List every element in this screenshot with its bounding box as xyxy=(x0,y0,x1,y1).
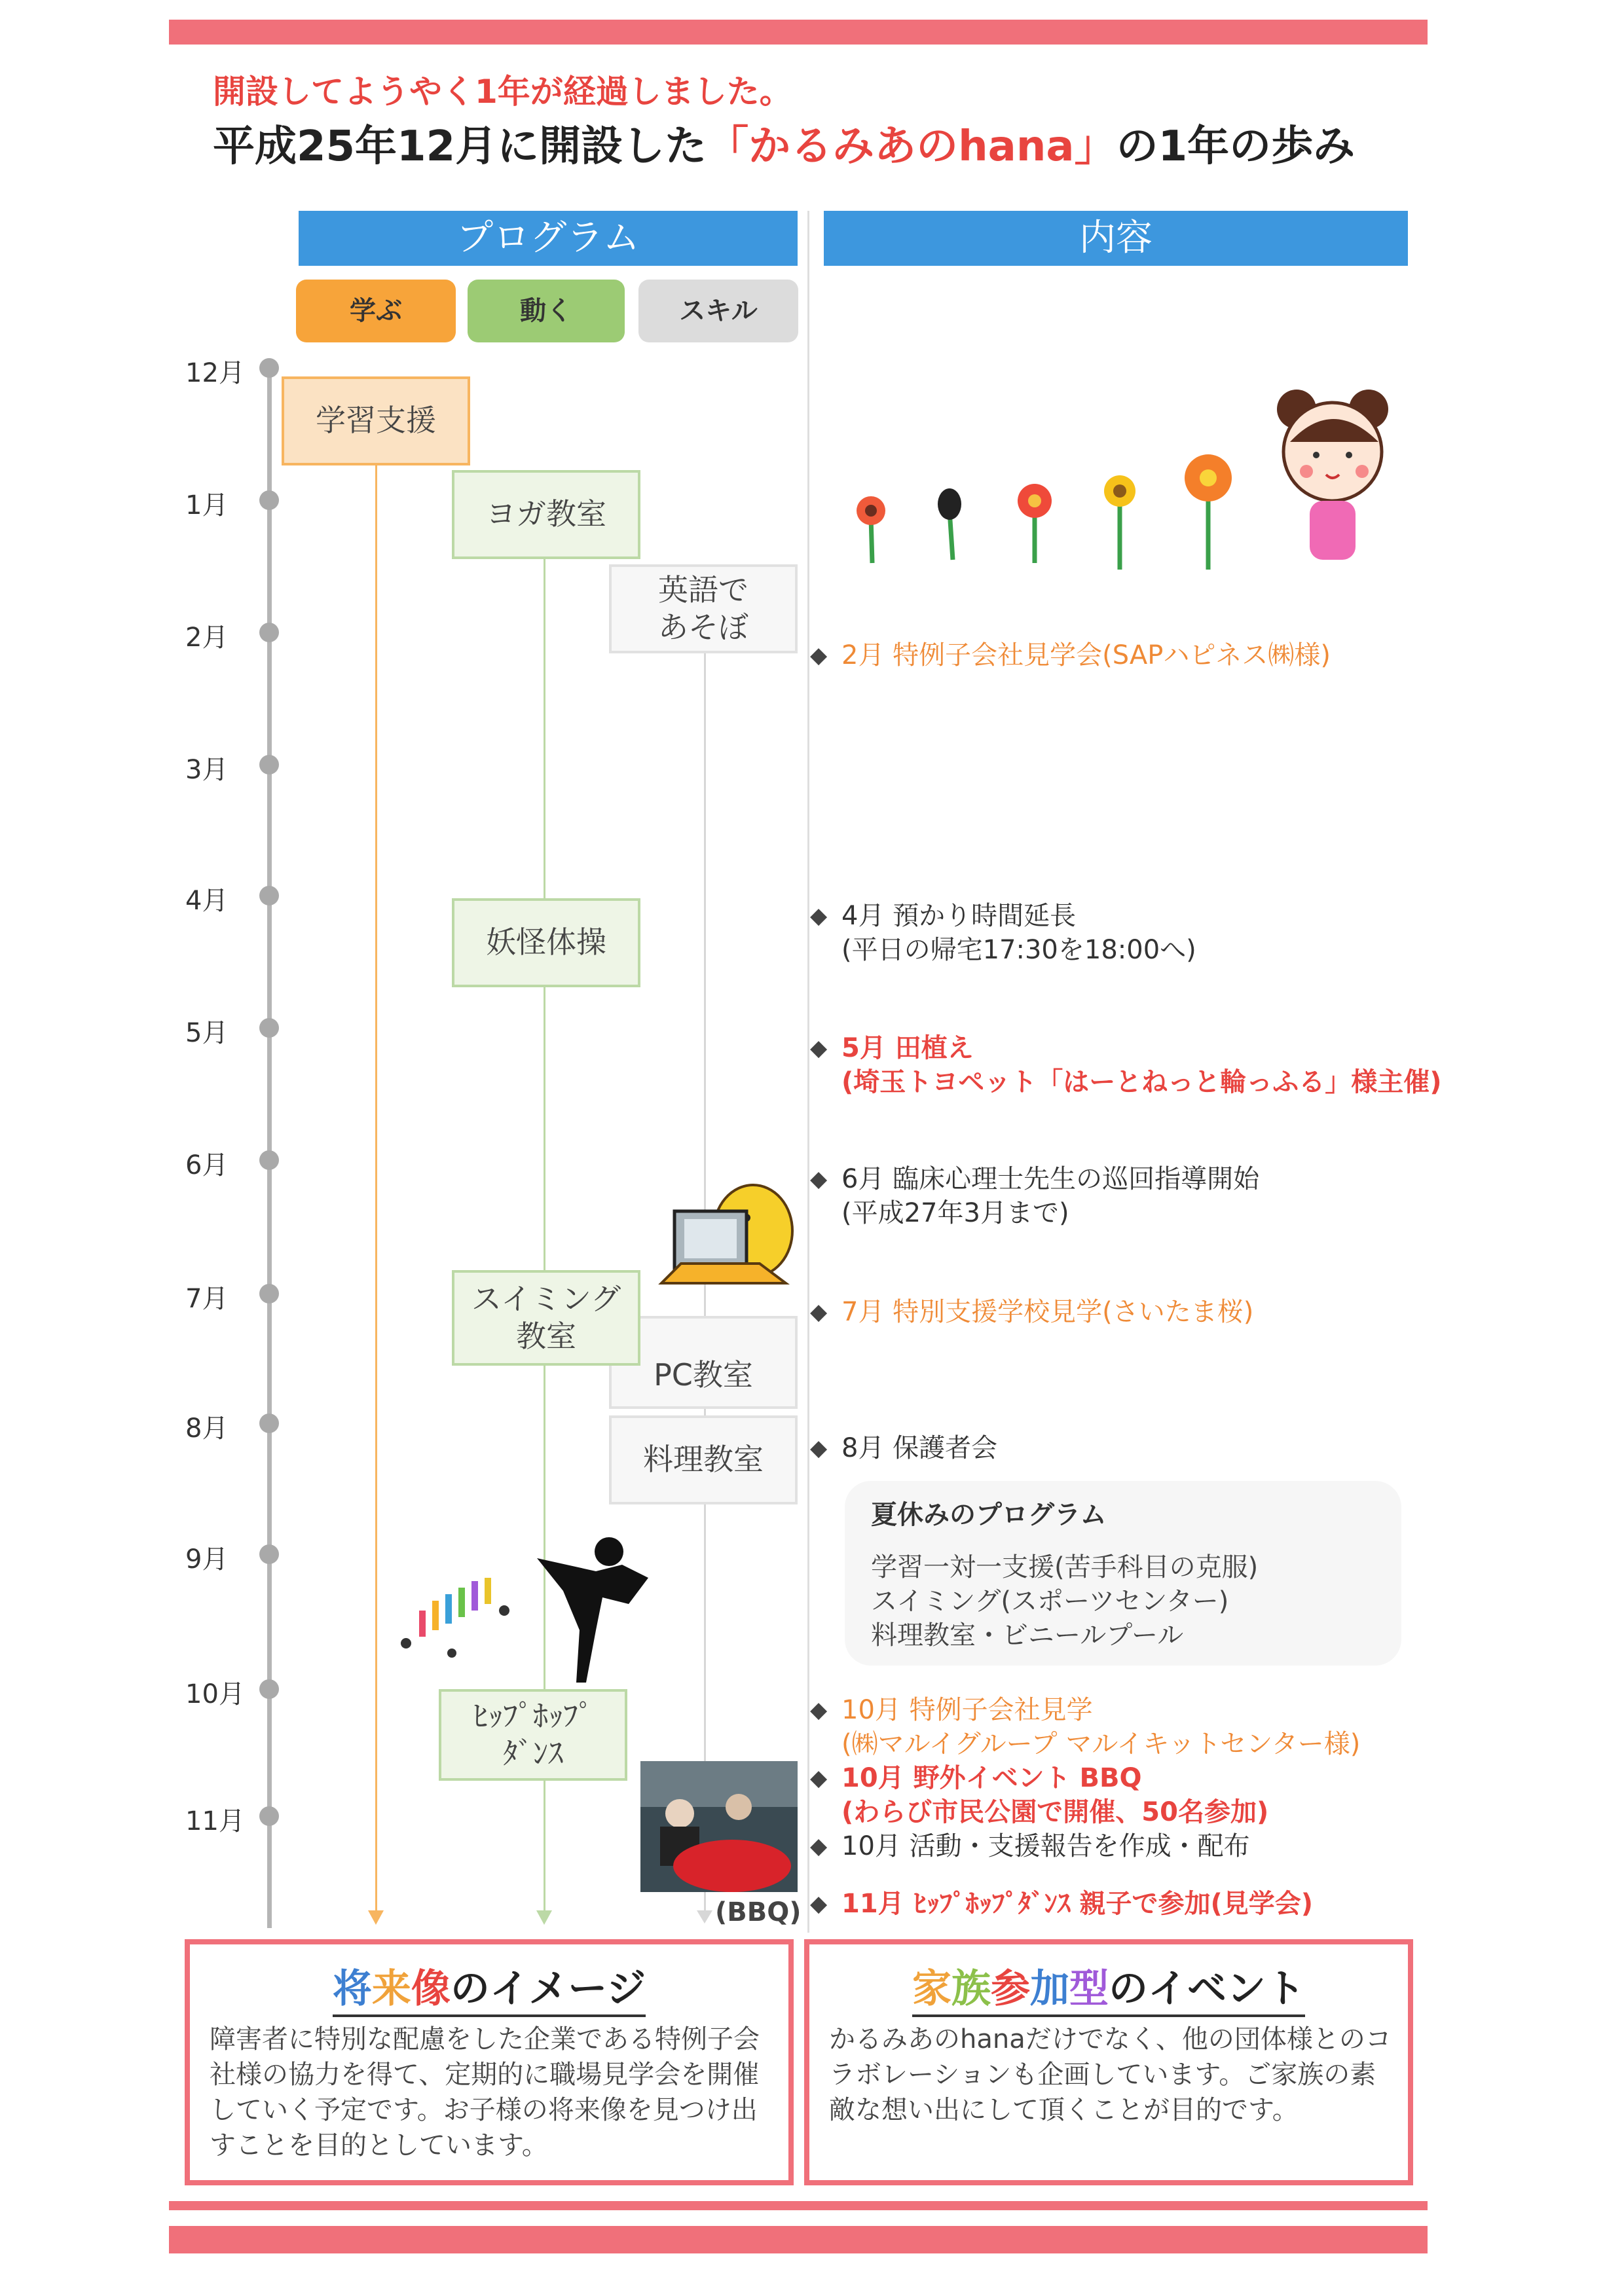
program-label: PC教室 xyxy=(654,1357,753,1393)
program-cooking xyxy=(609,1415,798,1504)
program-hiphop xyxy=(439,1689,627,1781)
bottom-frame-bar-thin xyxy=(169,2201,1428,2210)
month-label: 7月 xyxy=(185,1284,229,1314)
timeline-dot xyxy=(259,358,279,378)
diamond-bullet-icon: ◆ xyxy=(810,642,828,668)
event-apr-extension-detail xyxy=(841,933,1196,967)
timeline-dot xyxy=(259,1806,279,1826)
event-text: (㈱マルイグループ マルイキットセンター様) xyxy=(841,1729,1361,1759)
event-oct-company-visit xyxy=(810,1693,1093,1727)
diamond-bullet-icon: ◆ xyxy=(810,1435,828,1461)
event-text: (平日の帰宅17:30を18:00へ) xyxy=(841,935,1196,965)
music-notes-illustration xyxy=(393,1571,524,1663)
bbq-label: (BBQ) xyxy=(715,1897,802,1927)
girl-illustration xyxy=(1270,383,1401,573)
category-skill: スキル xyxy=(638,280,798,342)
title-char: 参 xyxy=(991,1966,1030,2012)
timeline-dot xyxy=(259,1413,279,1433)
program-english xyxy=(609,564,798,653)
diamond-bullet-icon: ◆ xyxy=(810,1891,828,1917)
skill-track-arrow xyxy=(697,1910,712,1923)
event-text: 10月 活動・支援報告を作成・配布 xyxy=(841,1831,1250,1861)
diamond-bullet-icon: ◆ xyxy=(810,1697,828,1723)
title-char: 加 xyxy=(1030,1966,1069,2012)
timeline-dot xyxy=(259,886,279,905)
subtitle: 開設してようやく1年が経過しました。 xyxy=(213,73,792,111)
event-jun-psychologist-detail xyxy=(841,1196,1069,1230)
program-label: 妖怪体操 xyxy=(486,924,606,960)
title-pre: 平成25年12月に開設した xyxy=(213,122,707,171)
program-label: 英語で xyxy=(658,572,748,608)
event-text: 5月 田植え xyxy=(841,1033,974,1063)
page-title xyxy=(213,113,1355,173)
month-label: 10月 xyxy=(185,1679,245,1709)
event-jul-school-visit xyxy=(810,1295,1254,1329)
bbq-photo xyxy=(640,1761,798,1892)
month-label: 5月 xyxy=(185,1018,229,1048)
family-event-box xyxy=(804,1939,1413,2185)
event-text: 7月 特別支援学校見学(さいたま桜) xyxy=(841,1297,1254,1327)
chick-computer-illustration xyxy=(648,1178,805,1303)
summer-program-item: 料理教室・ビニールプール xyxy=(871,1620,1184,1650)
summer-program-item: 学習一対一支援(苦手科目の克服) xyxy=(871,1552,1259,1582)
event-nov-hiphop xyxy=(810,1887,1314,1921)
event-may-rice-planting-detail xyxy=(841,1065,1442,1099)
diamond-bullet-icon: ◆ xyxy=(810,1765,828,1791)
summer-program-title: 夏休みのプログラム xyxy=(871,1500,1107,1530)
event-text: (埼玉トヨペット「はーとねっと輪っふる」様主催) xyxy=(841,1067,1442,1097)
event-text: 2月 特例子会社見学会(SAPハピネス㈱様) xyxy=(841,640,1331,670)
bottom-frame-bar xyxy=(169,2226,1428,2253)
diamond-bullet-icon: ◆ xyxy=(810,1833,828,1859)
family-event-title xyxy=(809,1958,1408,2014)
content-column-header: 内容 xyxy=(824,211,1408,266)
timeline-dot xyxy=(259,1679,279,1699)
timeline-dot xyxy=(259,1018,279,1038)
title-char: 将 xyxy=(332,1966,372,2012)
event-oct-company-visit-detail xyxy=(841,1727,1360,1761)
event-apr-extension xyxy=(810,899,1077,933)
event-text: (わらび市民公園で開催、50名参加) xyxy=(841,1797,1269,1827)
program-yoga xyxy=(452,470,640,559)
timeline-dot xyxy=(259,490,279,510)
program-label: ﾋｯﾌﾟﾎｯﾌﾟ xyxy=(473,1698,593,1734)
future-image-box xyxy=(185,1939,794,2185)
event-oct-bbq xyxy=(810,1761,1142,1795)
timeline-dot xyxy=(259,1284,279,1303)
program-label: ヨガ教室 xyxy=(486,496,606,532)
event-feb-visit xyxy=(810,638,1331,672)
month-label: 11月 xyxy=(185,1806,245,1836)
learn-track-arrow xyxy=(368,1910,384,1925)
timeline-dot xyxy=(259,623,279,642)
title-char: 像 xyxy=(411,1966,451,2012)
title-post: の1年の歩み xyxy=(1116,122,1356,171)
program-study-support xyxy=(282,376,470,465)
category-move: 動く xyxy=(468,280,625,342)
program-yokai-exercise xyxy=(452,898,640,987)
event-text: 8月 保護者会 xyxy=(841,1433,998,1463)
month-label: 12月 xyxy=(185,358,245,388)
program-swimming xyxy=(452,1270,640,1366)
flower-illustration xyxy=(845,452,1264,583)
month-label: 9月 xyxy=(185,1544,229,1575)
column-divider xyxy=(807,211,809,1933)
program-label: あそぼ xyxy=(658,610,748,645)
title-char: 族 xyxy=(951,1966,991,2012)
program-column-header: プログラム xyxy=(299,211,798,266)
diamond-bullet-icon: ◆ xyxy=(810,903,828,929)
program-label: 教室 xyxy=(516,1319,576,1354)
event-text: 11月 ﾋｯﾌﾟﾎｯﾌﾟﾀﾞﾝｽ 親子で参加(見学会) xyxy=(841,1889,1314,1919)
program-label: ﾀﾞﾝｽ xyxy=(503,1736,563,1771)
summer-program-panel xyxy=(845,1481,1401,1666)
diamond-bullet-icon: ◆ xyxy=(810,1166,828,1192)
title-char: 来 xyxy=(371,1966,411,2012)
program-label: 学習支援 xyxy=(316,403,436,439)
month-label: 2月 xyxy=(185,623,229,653)
learn-track-line xyxy=(375,465,377,1912)
future-image-title xyxy=(190,1958,788,2014)
event-text: 6月 臨床心理士先生の巡回指導開始 xyxy=(841,1164,1260,1194)
summer-program-item: スイミング(スポーツセンター) xyxy=(871,1586,1229,1616)
event-oct-report xyxy=(810,1829,1250,1863)
program-label: 料理教室 xyxy=(643,1442,764,1478)
family-event-body: かるみあのhanaだけでなく、他の団体様とのコラボレーションも企画しています。ご家族の素敵な想い出にして頂くことが目的です。 xyxy=(829,2024,1392,2125)
month-label: 4月 xyxy=(185,886,229,916)
event-text: 4月 預かり時間延長 xyxy=(841,901,1077,931)
event-jun-psychologist xyxy=(810,1162,1260,1196)
event-may-rice-planting xyxy=(810,1031,974,1065)
diamond-bullet-icon: ◆ xyxy=(810,1035,828,1061)
category-learn: 学ぶ xyxy=(296,280,456,342)
future-image-body: 障害者に特別な配慮をした企業である特例子会社様の協力を得て、定期的に職場見学会を開催していく予定です。お子様の将来像を見つけ出すことを目的としています。 xyxy=(210,2024,760,2160)
timeline-dot xyxy=(259,1544,279,1564)
event-text: (平成27年3月まで) xyxy=(841,1198,1069,1228)
timeline-dot xyxy=(259,1150,279,1170)
top-frame-bar xyxy=(169,20,1428,45)
title-char: 家 xyxy=(912,1966,951,2012)
title-rest: のイベント xyxy=(1109,1966,1305,2012)
title-brand: 「かるみあのhana」 xyxy=(707,122,1116,171)
month-label: 1月 xyxy=(185,490,229,520)
timeline-dot xyxy=(259,755,279,774)
event-text: 10月 野外イベント BBQ xyxy=(841,1763,1142,1793)
month-label: 8月 xyxy=(185,1413,229,1444)
month-label: 3月 xyxy=(185,755,229,785)
dancer-silhouette-illustration xyxy=(524,1532,655,1689)
move-track-arrow xyxy=(536,1910,552,1925)
event-oct-bbq-detail xyxy=(841,1795,1268,1829)
month-label: 6月 xyxy=(185,1150,229,1180)
title-rest: のイメージ xyxy=(450,1966,646,2012)
diamond-bullet-icon: ◆ xyxy=(810,1299,828,1325)
event-aug-parents-meeting xyxy=(810,1431,998,1465)
event-text: 10月 特例子会社見学 xyxy=(841,1695,1093,1725)
title-char: 型 xyxy=(1069,1966,1109,2012)
program-label: スイミング xyxy=(471,1281,621,1317)
